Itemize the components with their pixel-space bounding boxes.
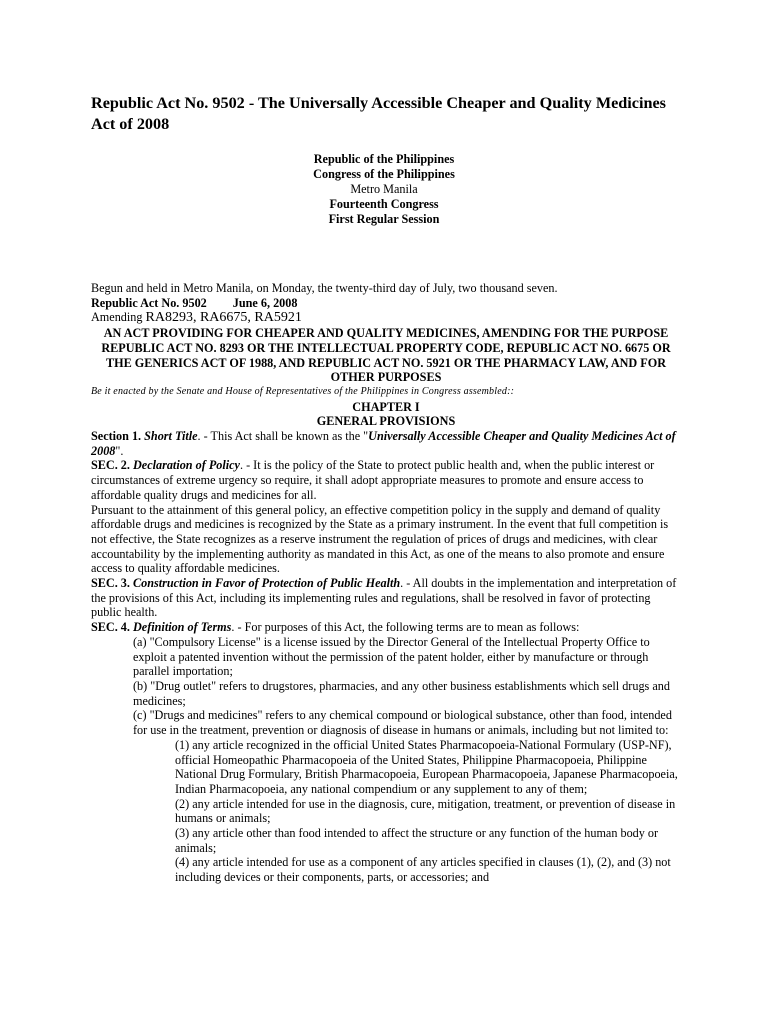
- act-long-title: AN ACT PROVIDING FOR CHEAPER AND QUALITY MEDICINES, AMENDING FOR THE PURPOSE REPUBLIC ACT NO. 8293 OR THE INTELLECTUAL PROPERTY CODE, REPUBLIC ACT NO. 6675 OR THE GENERICS ACT OF 1988, AND REPUBLIC ACT NO. 5921 OR THE PHARMACY LAW, AND FOR OTHER PURPOSES: [101, 326, 671, 385]
- section-1-heading: Short Title: [144, 429, 198, 444]
- header-congress-number: Fourteenth Congress: [329, 197, 439, 211]
- issuing-body-header: [0, 152, 768, 227]
- section-3: [91, 576, 681, 620]
- section-2: [91, 458, 681, 502]
- act-date: June 6, 2008: [232, 295, 298, 310]
- section-1-end: ".: [115, 443, 124, 458]
- section-3-heading: Construction in Favor of Protection of Public Health: [133, 576, 401, 591]
- header-session: First Regular Session: [328, 212, 440, 226]
- section-1-label: Section 1.: [91, 429, 142, 444]
- amending-line: [91, 310, 681, 326]
- definition-a: (a) "Compulsory License" is a license issued by the Director General of the Intellectual Property Office to exploit a patented invention without the permission of the patent holder, either by manufacture or through parallel importation;: [133, 634, 650, 679]
- section-4: [91, 620, 681, 635]
- document-body: [91, 281, 681, 885]
- section-4-label: SEC. 4.: [91, 620, 130, 635]
- chapter-number: CHAPTER I: [352, 399, 420, 414]
- section-2-paragraph-2: Pursuant to the attainment of this general policy, an effective competition policy in the supply and demand of quality affordable drugs and medicines is recognized by the State as a primary instrument. In the event that full competition is not effective, the State recognizes as a reserve instrument the regulation of prices of drugs and medicines, with clear accountability by the implementing authority as mandated in this Act, as one of the means to also promote and ensure access to quality affordable medicines.: [91, 502, 669, 576]
- amending-values: RA8293, RA6675, RA5921: [145, 310, 302, 326]
- amending-label: Amending: [91, 310, 146, 325]
- definition-c-1: (1) any article recognized in the official United States Pharmacopoeia-National Formulary (USP-NF), official Homeopathic Pharmacopoeia of the United States, Philippine Pharmacopoeia, Philippine National Drug Formulary, British Pharmacopoeia, European Pharmacopoeia, Japanese Pharmacopoeia, Indian Pharmacopoeia, any national compendium or any supplement to any of them;: [175, 737, 678, 796]
- section-4-text: . - For purposes of this Act, the following terms are to mean as follows:: [231, 620, 580, 635]
- section-4-heading: Definition of Terms: [133, 620, 232, 635]
- definition-c: (c) "Drugs and medicines" refers to any chemical compound or biological substance, other than food, intended for use in the treatment, prevention or diagnosis of disease in humans or animals, including but not limited to:: [133, 708, 672, 738]
- definition-c-4: (4) any article intended for use as a component of any articles specified in clauses (1), (2), and (3) not including devices or their components, parts, or accessories; and: [175, 855, 671, 885]
- section-2-label: SEC. 2.: [91, 458, 130, 473]
- document-title: Republic Act No. 9502 - The Universally Accessible Cheaper and Quality Medicines Act of 2008: [91, 94, 666, 133]
- section-2-heading: Declaration of Policy: [133, 458, 240, 473]
- section-1-text: . - This Act shall be known as the ": [197, 429, 369, 444]
- definition-c-2: (2) any article intended for use in the diagnosis, cure, mitigation, treatment, or prevention of disease in humans or animals;: [175, 796, 676, 826]
- section-1: [91, 429, 681, 458]
- header-location: Metro Manila: [350, 182, 418, 196]
- section-1-act-name: Universally Accessible Cheaper and Quality Medicines Act of 2008: [91, 429, 676, 458]
- header-congress: Congress of the Philippines: [313, 167, 455, 181]
- act-number-line: [91, 296, 681, 311]
- chapter-name: GENERAL PROVISIONS: [316, 414, 456, 429]
- enacting-clause: Be it enacted by the Senate and House of Representatives of the Philippines in Congress assembled::: [91, 385, 515, 397]
- section-3-label: SEC. 3.: [91, 576, 130, 591]
- header-republic: Republic of the Philippines: [313, 152, 455, 166]
- act-number: Republic Act No. 9502: [91, 295, 207, 310]
- definition-b: (b) "Drug outlet" refers to drugstores, pharmacies, and any other business establishments which sell drugs and medicines;: [133, 678, 670, 708]
- section-3-text: . - All doubts in the implementation and interpretation of the provisions of this Act, including its implementing rules and regulations, shall be resolved in favor of protecting public health.: [91, 576, 677, 620]
- section-2-text: . - It is the policy of the State to protect public health and, when the public interest or circumstances of extreme urgency so require, it shall adopt appropriate measures to promote and ensure access to affordable quality drugs and medicines for all.: [91, 458, 655, 502]
- begun-statement: Begun and held in Metro Manila, on Monday, the twenty-third day of July, two thousand seven.: [91, 281, 558, 295]
- definition-c-3: (3) any article other than food intended to affect the structure or any function of the human body or animals;: [175, 826, 659, 855]
